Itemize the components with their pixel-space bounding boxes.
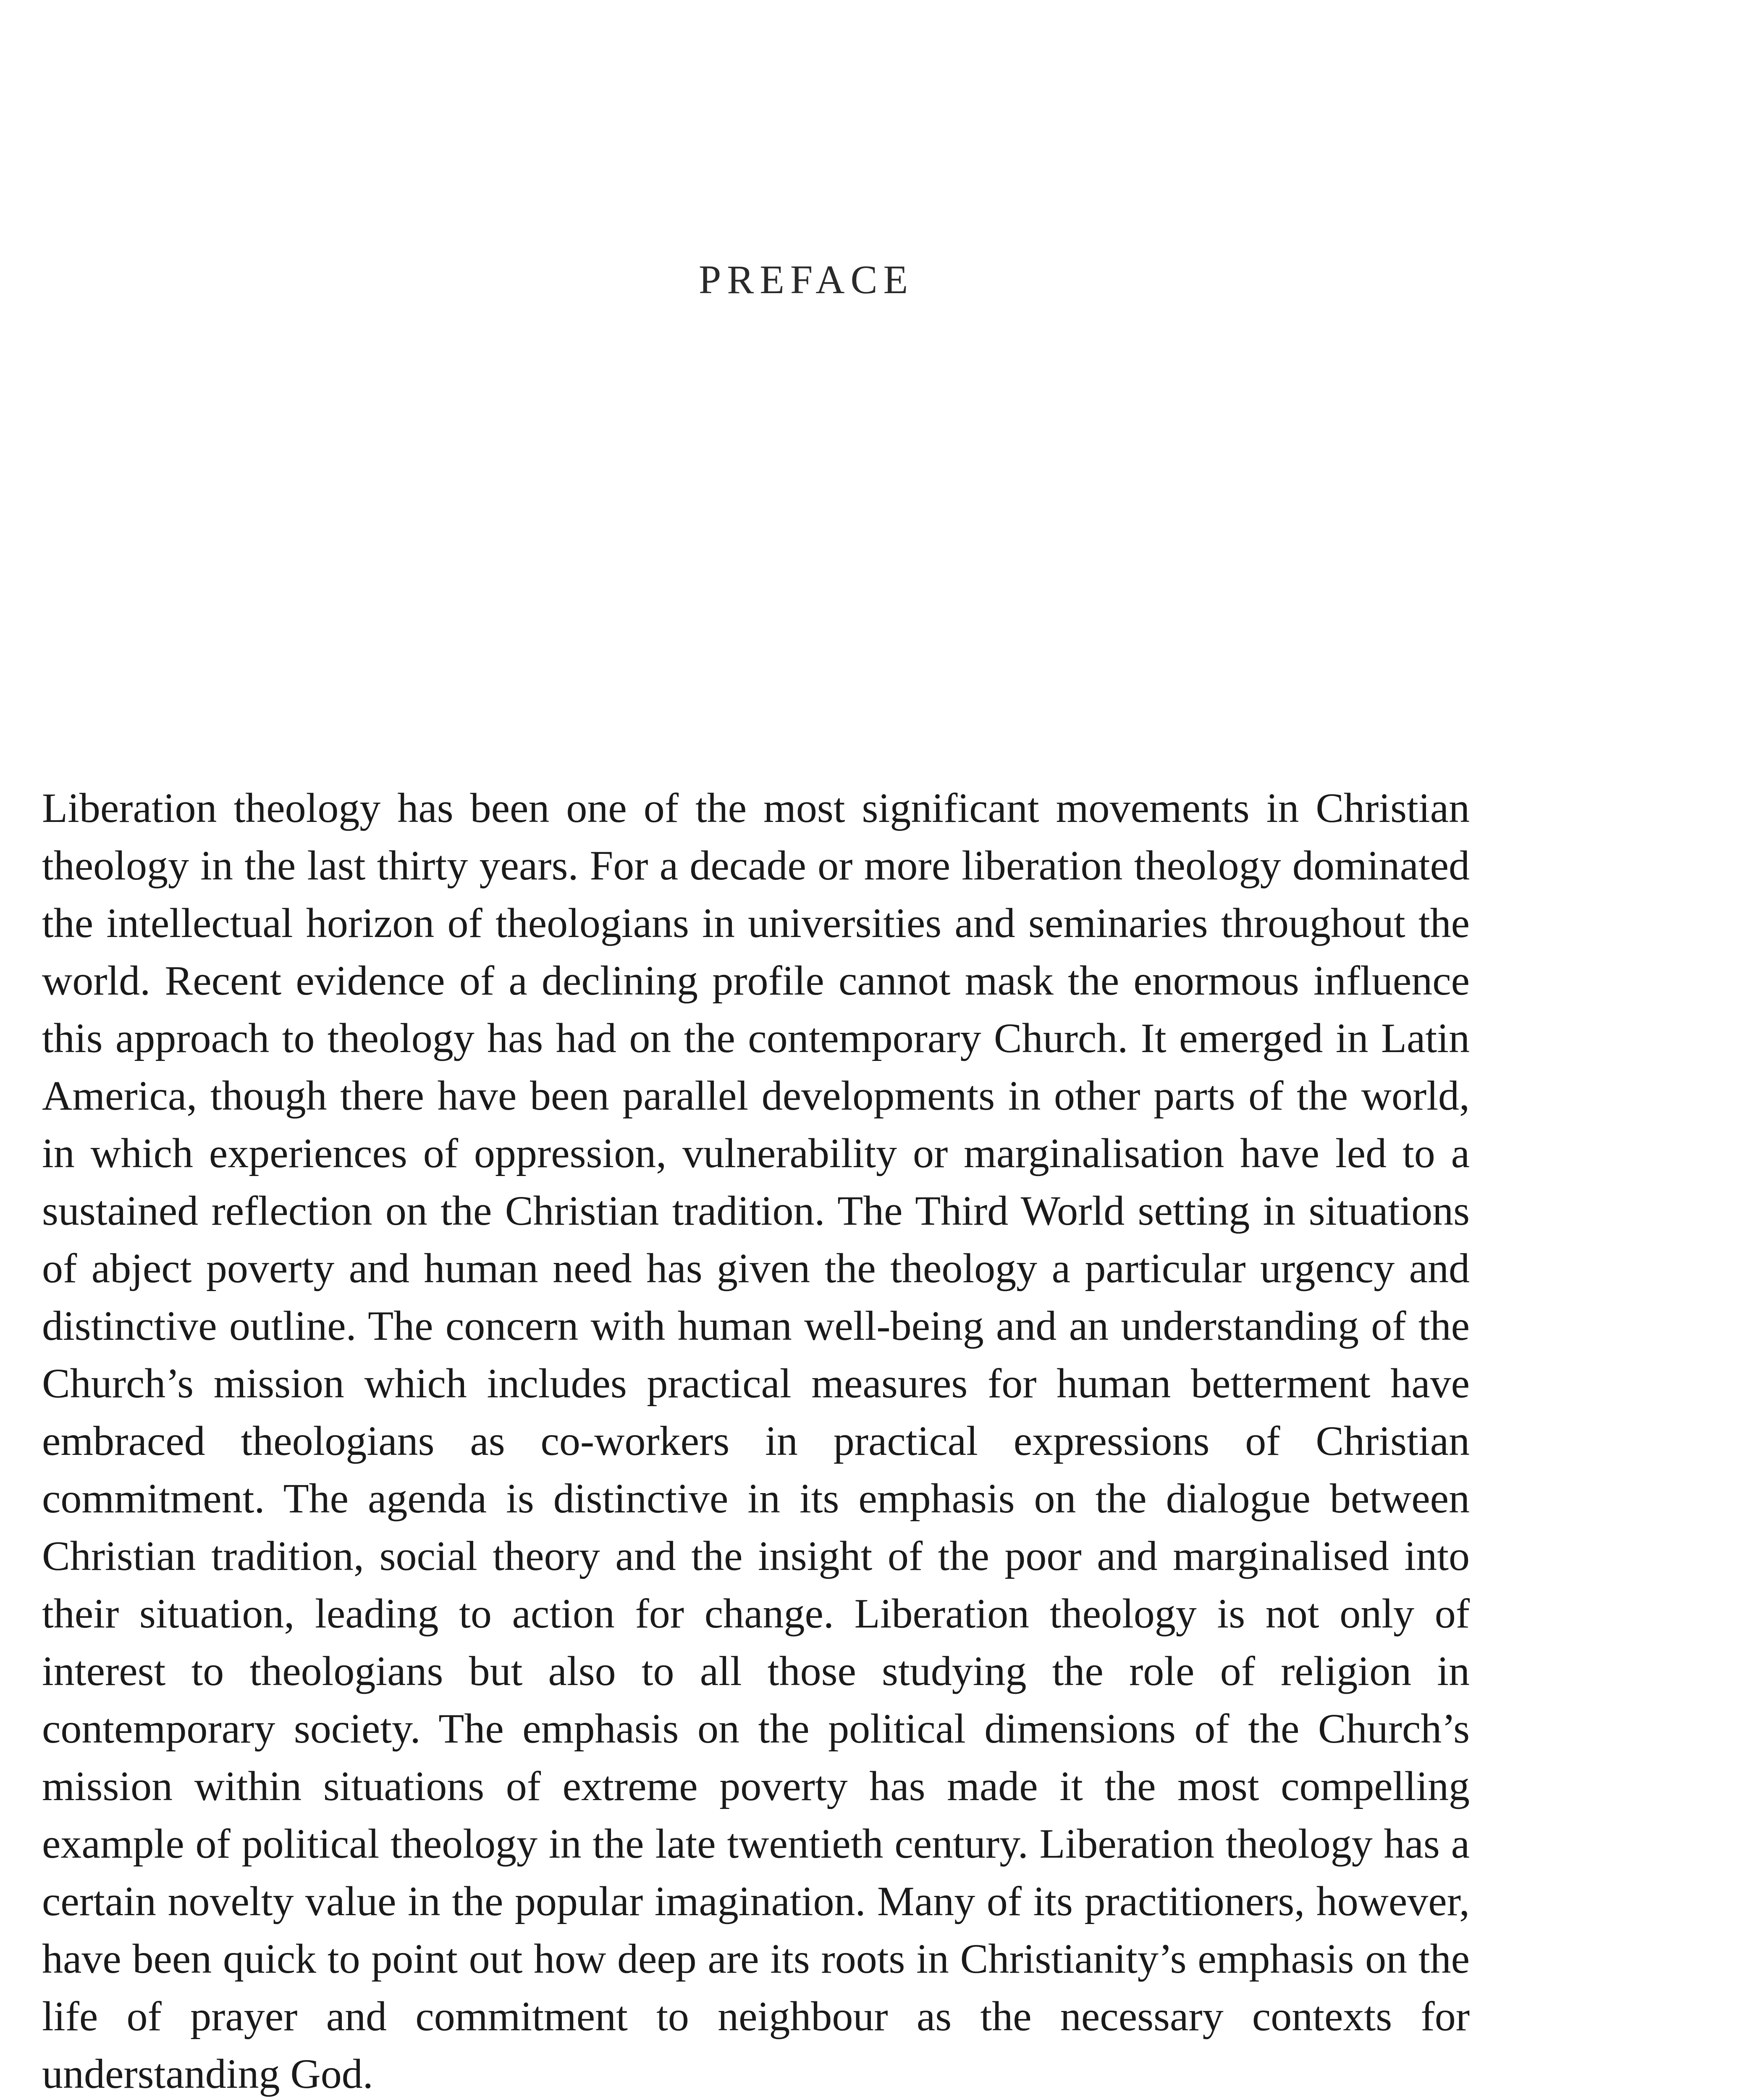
page-title: PREFACE xyxy=(698,257,914,302)
paragraph-1: Liberation theology has been one of the most significant movements in Christian theology in the last thirty years. For a decade or more liberation theology dominated the intellectual horizon of theologians in universities and seminaries throughout the world. Recent evidence of a declining profile cannot mask the enormous influence this approach to theology has had on the contemporary Church. It emerged in Latin America, though there have been parallel developments in other parts of the world, in which experiences of oppression, vulnerability or marginalisation have led to a sustained reflection on the Christian tradition. The Third World setting in situations of abject poverty and human need has given the theology a particular urgency and distinctive outline. The concern with human well-being and an understanding of the Church’s mission which includes practical measures for human betterment have embraced theologians as co-workers in practical expressions of Christian commitment. The agenda is distinctive in its emphasis on the dialogue between Christian tradition, social theory and the insight of the poor and marginalised into their situation, leading to action for change. Liberation theology is not only of interest to theologians but also to all those studying the role of religion in contemporary society. The emphasis on the political dimensions of the Church’s mission within situations of extreme poverty has made it the most compelling example of political theology in the late twentieth century. Liberation theology has a certain novelty value in the popular imagination. Many of its practitioners, however, have been quick to point out how deep are its roots in Christianity’s emphasis on the life of prayer and commitment to neighbour as the necessary contexts for understanding God. xyxy=(42,785,1470,2097)
body-text xyxy=(42,779,1470,2100)
